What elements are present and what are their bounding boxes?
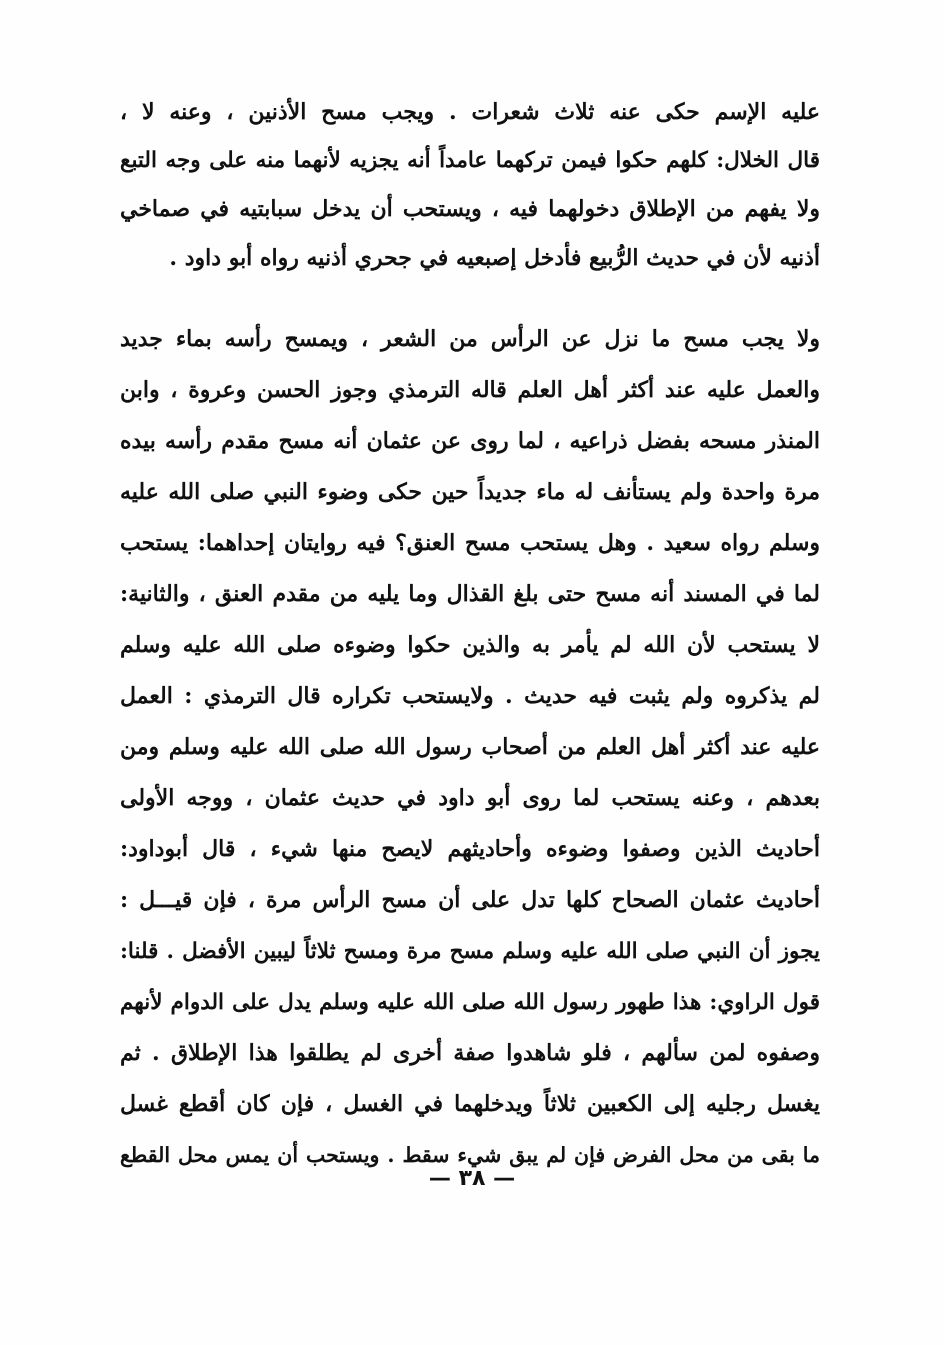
text-line: بعدهم ، وعنه يستحب لما روى أبو داود في حديث عثمان ، ووجه الأولى [120, 785, 820, 811]
text-line: وسلم رواه سعيد . وهل يستحب مسح العنق؟ فيه روايتان إحداهما: يستحب [120, 530, 820, 556]
text-line: لما في المسند أنه مسح حتى بلغ القذال وما يليه من مقدم العنق ، والثانية: [120, 581, 820, 607]
text-line: لم يذكروه ولم يثبت فيه حديث . ولايستحب تكراره قال الترمذي : العمل [120, 683, 820, 709]
text-line: وصفوه لمن سألهم ، فلو شاهدوا صفة أخرى لم يطلقوا هذا الإطلاق . ثم [120, 1040, 820, 1066]
text-line: قال الخلال: كلهم حكوا فيمن تركهما عامداً أنه يجزيه لأنهما منه على وجه التبع [120, 147, 820, 173]
text-line: ولا يجب مسح ما نزل عن الرأس من الشعر ، ويمسح رأسه بماء جديد [120, 326, 820, 352]
text-line: المنذر مسحه بفضل ذراعيه ، لما روى عن عثمان أنه مسح مقدم رأسه بيده [120, 428, 820, 454]
paragraph-2 [120, 314, 820, 1181]
text-line: يجوز أن النبي صلى الله عليه وسلم مسح مرة ومسح ثلاثاً ليبين الأفضل . قلنا: [120, 939, 820, 964]
text-line: أحاديث عثمان الصحاح كلها تدل على أن مسح الرأس مرة ، فإن قيـــل : [120, 887, 820, 913]
text-line: أحاديث الذين وصفوا وضوءه وأحاديثهم لايصح منها شيء ، قال أبوداود: [120, 836, 820, 862]
text-line: مرة واحدة ولم يستأنف له ماء جديداً حين حكى وضوء النبي صلى الله عليه [120, 479, 820, 505]
text-line: قول الراوي: هذا طهور رسول الله صلى الله عليه وسلم يدل على الدوام لأنهم [120, 990, 820, 1015]
text-line: عليه عند أكثر أهل العلم من أصحاب رسول الله صلى الله عليه وسلم ومن [120, 734, 820, 760]
text-line: عليه الإسم حكى عنه ثلاث شعرات . ويجب مسح الأذنين ، وعنه لا ، [120, 99, 820, 125]
text-line: والعمل عليه عند أكثر أهل العلم قاله الترمذي وجوز الحسن وعروة ، وابن [120, 377, 820, 403]
text-line: ولا يفهم من الإطلاق دخولهما فيه ، ويستحب أن يدخل سبابتيه في صماخي [120, 196, 820, 222]
text-line: ما بقى من محل الفرض فإن لم يبق شيء سقط . ويستحب أن يمس محل القطع [120, 1143, 820, 1167]
page-number: — ٣٨ — [428, 1166, 516, 1191]
text-line: أذنيه لأن في حديث الرُّبيع فأدخل إصبعيه في جحري أذنيه رواه أبو داود . [169, 244, 820, 271]
text-line: لا يستحب لأن الله لم يأمر به والذين حكوا وضوءه صلى الله عليه وسلم [120, 632, 820, 658]
text-line: يغسل رجليه إلى الكعبين ثلاثاً ويدخلهما في الغسل ، فإن كان أقطع غسل [120, 1091, 820, 1117]
paragraph-1 [120, 88, 820, 282]
